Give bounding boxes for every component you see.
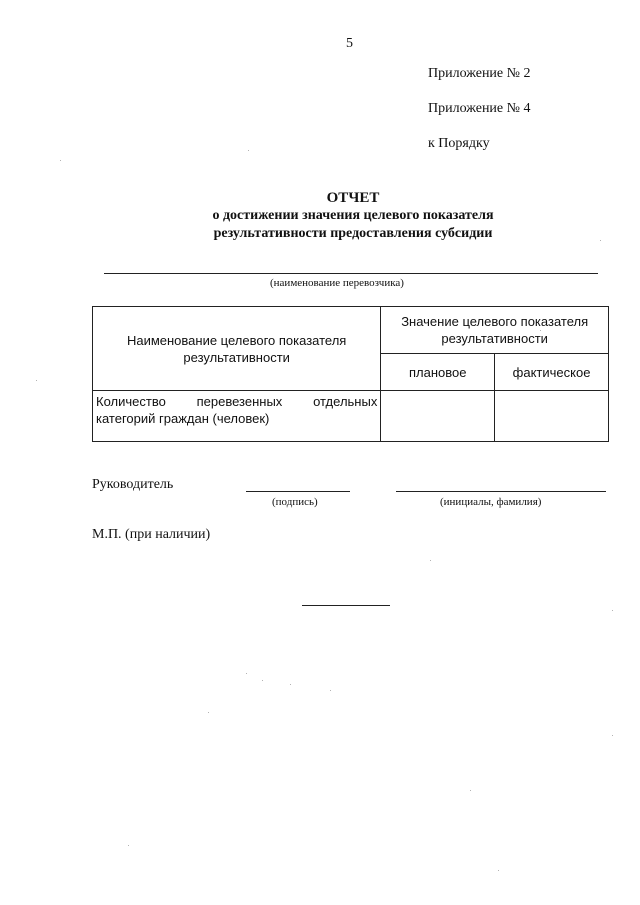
- planned-value-cell: [381, 391, 495, 442]
- seal-note: М.П. (при наличии): [92, 527, 211, 542]
- document-subtitle-line-2: результативности предоставления субсидии: [213, 226, 493, 241]
- header-actual: фактическое: [495, 354, 609, 391]
- actual-value-cell: [495, 391, 609, 442]
- header-planned: плановое: [381, 354, 495, 391]
- page-number: 5: [346, 36, 353, 51]
- header-indicator-value: Значение целевого показателя результативности: [381, 307, 609, 354]
- appendix-line-3: к Порядку: [428, 136, 490, 151]
- head-label: Руководитель: [92, 477, 174, 492]
- carrier-name-caption: (наименование перевозчика): [270, 277, 404, 289]
- appendix-line-1: Приложение № 2: [428, 66, 531, 81]
- header-indicator-name: Наименование целевого показателя результативности: [93, 307, 381, 391]
- name-caption: (инициалы, фамилия): [440, 496, 542, 508]
- end-of-document-line: [302, 605, 390, 606]
- document-title: ОТЧЕТ: [326, 190, 380, 206]
- carrier-name-line: [104, 273, 598, 274]
- signature-caption: (подпись): [272, 496, 318, 508]
- report-table: [92, 306, 609, 442]
- name-line: [396, 491, 606, 492]
- table-row: [93, 391, 609, 442]
- table-header-row: [93, 307, 609, 354]
- signature-line: [246, 491, 350, 492]
- appendix-line-2: Приложение № 4: [428, 101, 531, 116]
- document-subtitle-line-1: о достижении значения целевого показателя: [212, 208, 494, 223]
- indicator-cell: Количество перевезенных отдельных категорий граждан (человек): [93, 391, 381, 442]
